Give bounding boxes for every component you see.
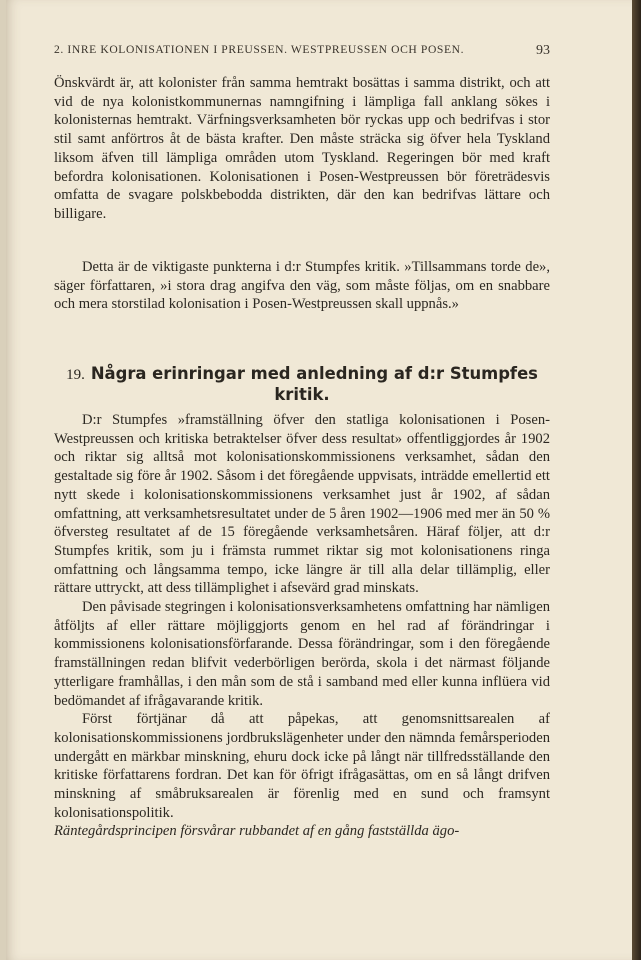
book-spine-edge [632,0,641,960]
paragraph: Önskvärdt är, att kolonister från samma hemtrakt bosättas i samma distrikt, och att vid de nya kolonistkommunernas namngifning i lämpliga fall anklang sökes i kolonisternas hemtrakt. Värfningsverksamheten bör ryckas upp och bedrifvas i stor stil samt anförtros åt de bästa krafter. Den måste sträcka sig öfver hela Tyskland liksom äfven till lämpliga områden utom Tyskland. Regeringen bör med kraft befordra kolonisationen. Kolonisationen i Posen-Westpreussen bör företrädesvis omfatta de svagare polskbebodda distrikten, där den kan bedrifvas lättare och billigare. [54,75,550,222]
paragraph: Först förtjänar då att påpekas, att genomsnittsarealen af kolonisationskommissionens jordbrukslägenheter under den nämnda femårsperioden undergått en märkbar minskning, ehuru dock icke på långt när tillfredsställande den kritiske författarens fordran. Det kan för öfrigt ifrågasättas, om en så långt drifven minskning af småbruksarealen är förenlig med en sund och framsynt kolonisationspolitik. [54,711,550,821]
page-number: 93 [536,43,550,58]
section-number: 19. [66,367,85,383]
running-header [54,43,550,59]
running-title: 2. INRE KOLONISATIONEN I PREUSSEN. WESTPREUSSEN OCH POSEN. [54,43,465,56]
section-title: Några erinringar med anledning af d:r Stumpfes kritik. [90,364,538,404]
paragraph: Detta är de viktigaste punkterna i d:r Stumpfes kritik. »Tillsammans torde de», säger författaren, »i stora drag angifva den väg, som måste följas, om en snabbare och mera storstilad kolonisation i Posen-Westpreussen skall uppnås.» [54,259,550,313]
paragraph-block-summary [54,258,550,314]
section-body [54,411,550,841]
paragraph-block-top [54,74,550,224]
section-heading [54,364,550,405]
paragraph-italic-continuation: Räntegårdsprincipen försvårar rubbandet af en gång fastställda ägo- [54,823,460,840]
paragraph: Den påvisade stegringen i kolonisationsverksamhetens omfattning har nämligen åtföljts af eller rättare möjliggjorts genom en hel rad af förändringar i kommissionens kolonisationsförfarande. Dessa förändringar, som i den föregående framställningen redan blifvit vederbörligen berörda, skola i det närmast följande ytterligare framhållas, i den mån som de stå i samband med eller kunna inflüera vid bedömandet af ifrågavarande kritik. [54,599,550,709]
book-page [6,0,632,960]
paragraph: D:r Stumpfes »framställning öfver den statliga kolonisationen i Posen-Westpreussen och kritiska betraktelser öfver dess resultat» offentliggjordes år 1902 och riktar sig alltså mot kolonisationskommissionens verksamhet, sådan den gestaltade sig före år 1902. Såsom i det föregående uppvisats, inträdde emellertid ett nytt skede i kolonisationskommissionens verksamhet just år 1902, af sådan omfattning, att verksamhetsresultatet under de 5 åren 1902—1906 med mer än 50 % öfversteg resultatet af de 15 föregående verksamhetsåren. Häraf följer, att d:r Stumpfes kritik, som ju i främsta rummet riktar sig mot kolonisationens ringa omfattning och långsamma tempo, icke längre är till alla delar tillämplig, eller rättare uttryckt, att dess tillämplighet i afsevärd grad minskats. [54,412,550,597]
